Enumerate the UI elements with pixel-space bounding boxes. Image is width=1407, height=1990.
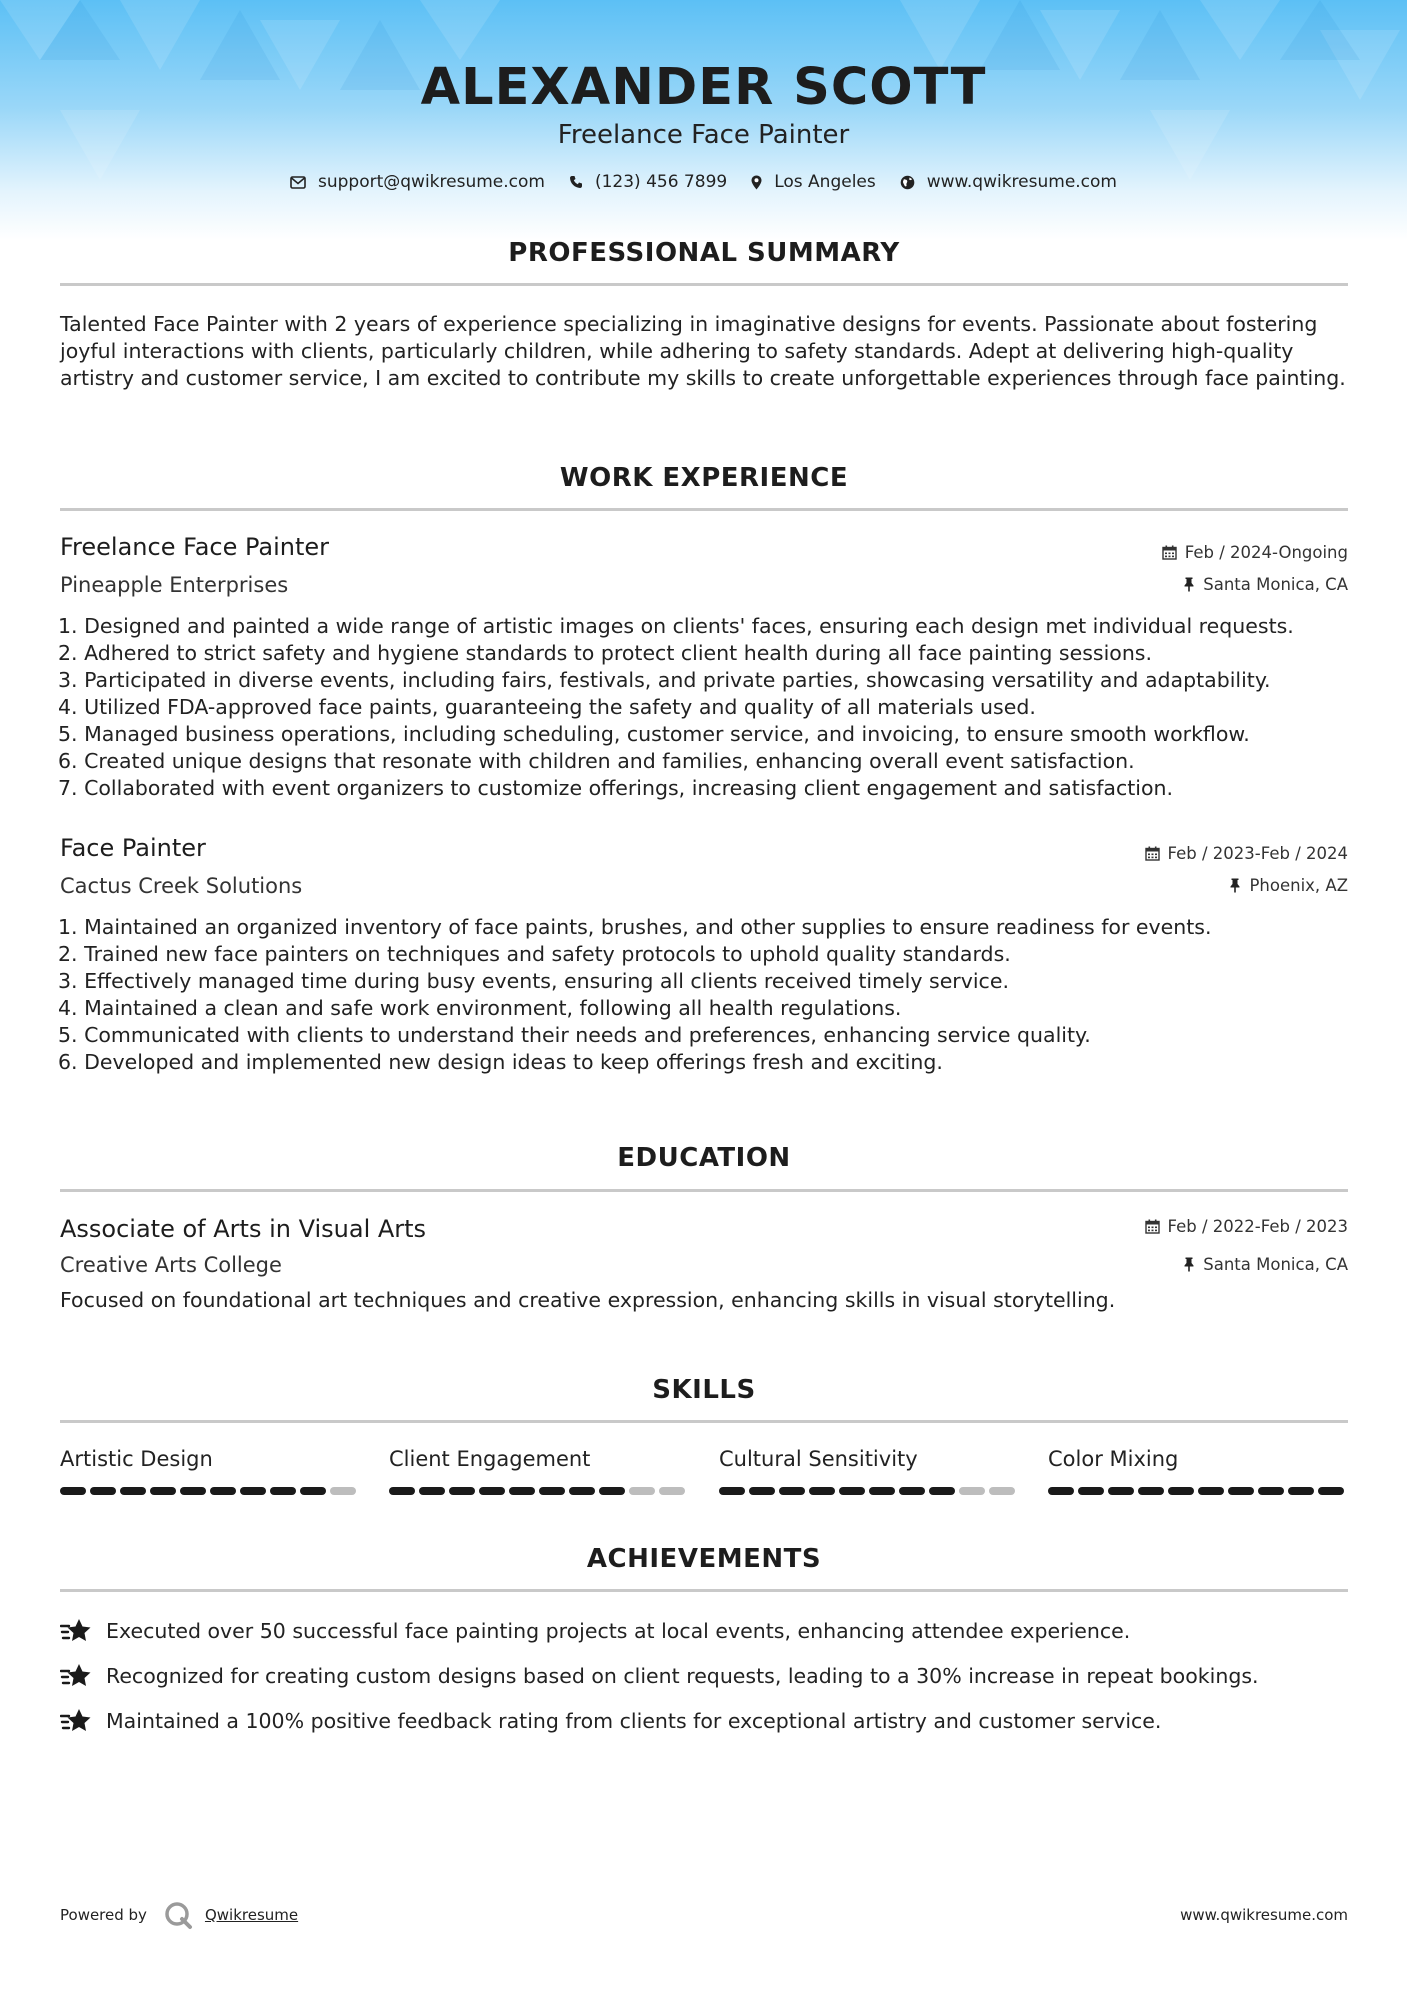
achievements-divider <box>60 1589 1348 1592</box>
skill-level-dot <box>150 1487 176 1495</box>
skill-level-dot <box>1048 1487 1074 1495</box>
skill-name: Cultural Sensitivity <box>719 1447 918 1471</box>
experience-heading: WORK EXPERIENCE <box>559 463 849 493</box>
skill-level-dot <box>509 1487 535 1495</box>
achievement-item <box>60 1617 1130 1645</box>
skill-level-dot <box>240 1487 266 1495</box>
skill-level-dot <box>809 1487 835 1495</box>
job-location-2 <box>1229 876 1348 895</box>
skill-name: Client Engagement <box>389 1447 591 1471</box>
achievement-text: Executed over 50 successful face painting projects at local events, enhancing attendee experience. <box>106 1619 1131 1643</box>
skill-level-dot <box>929 1487 955 1495</box>
skill-level-dot <box>839 1487 865 1495</box>
skill-level-dot <box>180 1487 206 1495</box>
skill-level-dot <box>1288 1487 1314 1495</box>
achievements-heading: ACHIEVEMENTS <box>586 1544 822 1574</box>
star-award-icon <box>60 1662 92 1690</box>
skill-level-dot <box>419 1487 445 1495</box>
phone-icon <box>569 175 583 189</box>
skill-item <box>389 1447 689 1495</box>
skill-level-dot <box>599 1487 625 1495</box>
skill-level-dot <box>120 1487 146 1495</box>
summary-divider <box>60 283 1348 286</box>
skill-name: Artistic Design <box>60 1447 213 1471</box>
skill-level-dot <box>659 1487 685 1495</box>
job-bullet: 3. Effectively managed time during busy events, ensuring all clients received timely service. <box>58 969 1009 993</box>
achievement-text: Recognized for creating custom designs based on client requests, leading to a 30% increase in repeat bookings. <box>106 1664 1259 1688</box>
skill-level-dot <box>449 1487 475 1495</box>
skill-level-bar <box>389 1487 689 1495</box>
contact-phone[interactable] <box>569 172 727 192</box>
job-bullet: 6. Created unique designs that resonate with children and families, enhancing overall event satisfaction. <box>58 749 1135 773</box>
skill-level-dot <box>1318 1487 1344 1495</box>
calendar-icon <box>1162 545 1177 560</box>
skill-level-dot <box>959 1487 985 1495</box>
achievement-item <box>60 1707 1161 1735</box>
qwikresume-link[interactable]: Qwikresume <box>204 1906 299 1924</box>
education-divider <box>60 1189 1348 1192</box>
skill-level-dot <box>60 1487 86 1495</box>
pushpin-icon <box>1183 1257 1195 1272</box>
contact-bar <box>0 172 1407 192</box>
skill-level-bar <box>1048 1487 1348 1495</box>
pushpin-icon <box>1229 878 1241 893</box>
skill-level-dot <box>330 1487 356 1495</box>
skill-level-bar <box>60 1487 360 1495</box>
footer-powered-by <box>60 1900 298 1930</box>
skill-level-dot <box>90 1487 116 1495</box>
summary-heading: PROFESSIONAL SUMMARY <box>508 238 900 268</box>
job-bullet: 2. Adhered to strict safety and hygiene standards to protect client health during all face painting sessions. <box>58 641 1153 665</box>
education-location-text: Santa Monica, CA <box>1203 1255 1348 1274</box>
envelope-icon <box>290 176 306 189</box>
skill-level-dot <box>779 1487 805 1495</box>
education-dates <box>1145 1217 1348 1236</box>
skill-level-dot <box>1168 1487 1194 1495</box>
skill-level-dot <box>629 1487 655 1495</box>
education-degree: Associate of Arts in Visual Arts <box>60 1215 427 1243</box>
contact-phone-text: (123) 456 7899 <box>594 172 728 192</box>
education-description: Focused on foundational art techniques and creative expression, enhancing skills in visual storytelling. <box>60 1288 1116 1312</box>
skill-level-dot <box>1228 1487 1254 1495</box>
contact-website[interactable] <box>900 172 1117 192</box>
skill-level-dot <box>569 1487 595 1495</box>
candidate-title: Freelance Face Painter <box>557 120 850 150</box>
education-heading: EDUCATION <box>617 1143 791 1173</box>
job-dates-text-1: Feb / 2024-Ongoing <box>1184 543 1348 562</box>
job-dates-1 <box>1162 543 1348 562</box>
job-bullet: 5. Communicated with clients to understand their needs and preferences, enhancing service quality. <box>58 1023 1091 1047</box>
skill-level-dot <box>1078 1487 1104 1495</box>
skill-level-dot <box>749 1487 775 1495</box>
job-bullet: 7. Collaborated with event organizers to customize offerings, increasing client engagement and satisfaction. <box>58 776 1174 800</box>
map-marker-icon <box>751 175 762 190</box>
skill-level-dot <box>479 1487 505 1495</box>
star-award-icon <box>60 1617 92 1645</box>
skill-level-dot <box>1108 1487 1134 1495</box>
calendar-icon <box>1145 846 1160 861</box>
skill-level-dot <box>270 1487 296 1495</box>
calendar-icon <box>1145 1219 1160 1234</box>
job-location-text-1: Santa Monica, CA <box>1203 575 1348 594</box>
education-location <box>1183 1255 1348 1274</box>
education-school: Creative Arts College <box>60 1253 282 1277</box>
summary-text: Talented Face Painter with 2 years of experience specializing in imaginative designs for events. Passionate about fostering joyful interactions with clients, particularly children, while adhering to safety standards. Adept at delivering high-quality artistry and customer service, I am excited to contribute my skills to create unforgettable experiences through face painting. <box>60 312 1346 390</box>
skill-item <box>719 1447 1019 1495</box>
job-bullets-1 <box>58 613 1358 802</box>
skill-level-dot <box>899 1487 925 1495</box>
job-location-1 <box>1183 575 1348 594</box>
pushpin-icon <box>1183 577 1195 592</box>
job-bullet: 2. Trained new face painters on techniques and safety protocols to uphold quality standards. <box>58 942 1011 966</box>
powered-by-label: Powered by <box>60 1906 147 1924</box>
skills-divider <box>60 1420 1348 1423</box>
skill-level-dot <box>210 1487 236 1495</box>
job-dates-text-2: Feb / 2023-Feb / 2024 <box>1167 844 1348 863</box>
skill-name: Color Mixing <box>1048 1447 1179 1471</box>
skill-level-dot <box>539 1487 565 1495</box>
job-bullet: 4. Maintained a clean and safe work environment, following all health regulations. <box>58 996 902 1020</box>
job-bullet: 6. Developed and implemented new design ideas to keep offerings fresh and exciting. <box>58 1050 943 1074</box>
contact-email-text: support@qwikresume.com <box>318 172 545 192</box>
job-bullet: 3. Participated in diverse events, including fairs, festivals, and private parties, showcasing versatility and adaptability. <box>58 668 1271 692</box>
qwikresume-logo-icon <box>163 1900 193 1930</box>
skill-level-dot <box>989 1487 1015 1495</box>
job-company-1: Pineapple Enterprises <box>60 573 289 597</box>
skills-heading: SKILLS <box>652 1375 756 1405</box>
job-bullet: 5. Managed business operations, including scheduling, customer service, and invoicing, to ensure smooth workflow. <box>58 722 1250 746</box>
job-bullet: 1. Maintained an organized inventory of face paints, brushes, and other supplies to ensure readiness for events. <box>58 915 1212 939</box>
skill-item <box>60 1447 360 1495</box>
job-location-text-2: Phoenix, AZ <box>1249 876 1348 895</box>
achievement-text: Maintained a 100% positive feedback rating from clients for exceptional artistry and customer service. <box>106 1709 1162 1733</box>
candidate-name: ALEXANDER SCOTT <box>420 58 987 117</box>
contact-website-text: www.qwikresume.com <box>926 172 1117 192</box>
job-dates-2 <box>1145 844 1348 863</box>
skill-level-bar <box>719 1487 1019 1495</box>
education-dates-text: Feb / 2022-Feb / 2023 <box>1167 1217 1348 1236</box>
footer-website[interactable]: www.qwikresume.com <box>1180 1906 1348 1924</box>
skill-level-dot <box>389 1487 415 1495</box>
experience-divider <box>60 508 1348 511</box>
job-company-2: Cactus Creek Solutions <box>60 874 303 898</box>
job-title-1: Freelance Face Painter <box>60 533 330 561</box>
achievement-item <box>60 1662 1259 1690</box>
contact-email[interactable] <box>290 172 545 192</box>
contact-location-text: Los Angeles <box>774 172 876 192</box>
skill-level-dot <box>869 1487 895 1495</box>
job-bullet: 4. Utilized FDA-approved face paints, guaranteeing the safety and quality of all materials used. <box>58 695 1036 719</box>
job-bullet: 1. Designed and painted a wide range of artistic images on clients' faces, ensuring each design met individual requests. <box>58 614 1294 638</box>
skill-level-dot <box>1258 1487 1284 1495</box>
contact-location <box>751 172 876 192</box>
job-title-2: Face Painter <box>60 834 206 862</box>
skill-level-dot <box>719 1487 745 1495</box>
globe-icon <box>900 175 915 190</box>
skill-level-dot <box>1198 1487 1224 1495</box>
skill-item <box>1048 1447 1348 1495</box>
star-award-icon <box>60 1707 92 1735</box>
skill-level-dot <box>300 1487 326 1495</box>
skill-level-dot <box>1138 1487 1164 1495</box>
job-bullets-2 <box>58 914 1358 1076</box>
